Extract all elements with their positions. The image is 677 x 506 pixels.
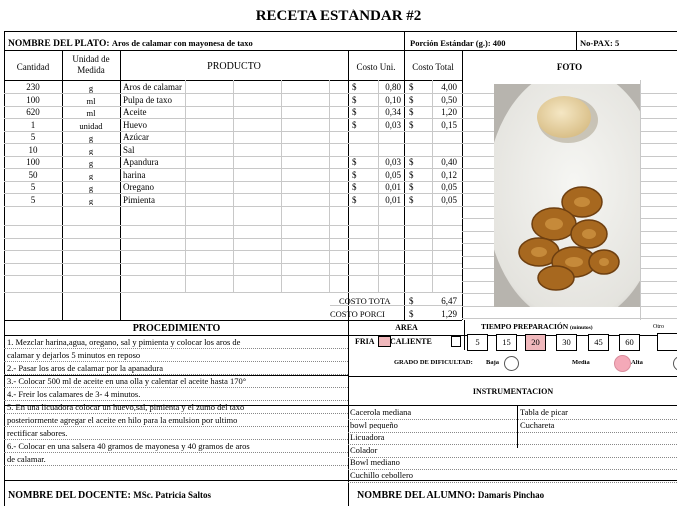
procedimiento-step-line: 6.- Colocar en una salsera 40 gramos de mayonesa y 40 gramos de aros: [7, 442, 250, 451]
grid-line: [517, 405, 518, 448]
table-row: [0, 83, 462, 95]
costo-total-currency: $: [409, 170, 414, 180]
cantidad-cell: 10: [28, 145, 38, 155]
costo-total-currency: $: [409, 95, 414, 105]
costo-total-currency: $: [409, 108, 414, 117]
costo-uni-cell: 0,01: [385, 195, 401, 205]
producto-cell: Pimienta: [123, 195, 155, 205]
unidad-cell: g: [88, 146, 94, 155]
unidad-cell: g: [88, 134, 94, 143]
tiempo-option-45[interactable]: 45: [588, 334, 609, 351]
grid-line: [4, 348, 348, 349]
costo-uni-currency: $: [352, 158, 357, 167]
costo-uni-currency: $: [352, 195, 357, 205]
table-row: [0, 108, 462, 120]
procedimiento-step-line: 4.- Freir los calamares de 3- 4 minutos.: [7, 390, 141, 399]
costo-total-currency: $: [409, 195, 414, 205]
costo-total-cell: 4,00: [441, 83, 457, 92]
cantidad-cell: 620: [26, 108, 40, 117]
procedimiento-step-line: 5. En una licuadora colocar un huevo,sal, pimienta y el zumo del taxo: [7, 403, 245, 412]
unidad-cell: g: [88, 171, 94, 180]
area-caliente-label: CALIENTE: [390, 338, 432, 346]
instrumento-item: Colador: [350, 445, 378, 454]
grid-line: [4, 400, 348, 401]
header-unidad: Unidad de Medida: [72, 54, 110, 76]
grid-line: [4, 480, 677, 481]
costo-porcion-label: COSTO PORCI: [330, 310, 385, 319]
grid-line: [576, 31, 577, 50]
grid-line: [4, 292, 462, 293]
producto-cell: Huevo: [123, 120, 147, 130]
cantidad-cell: 230: [26, 83, 40, 92]
header-foto: FOTO: [556, 63, 583, 72]
grid-line: [4, 50, 677, 51]
costo-total-currency: $: [409, 83, 414, 92]
costo-total-currency: $: [409, 297, 414, 306]
table-row: [0, 171, 462, 183]
unidad-cell: unidad: [79, 121, 103, 130]
grid-line: [4, 465, 348, 466]
costo-total-value: 6,47: [441, 297, 457, 306]
cantidad-cell: 1: [30, 120, 36, 130]
unidad-cell: ml: [86, 96, 96, 105]
costo-uni-currency: $: [352, 83, 357, 92]
producto-cell: harina: [123, 170, 146, 180]
costo-uni-currency: $: [352, 120, 357, 130]
costo-uni-currency: $: [352, 95, 357, 105]
costo-total-label: COSTO TOTA: [339, 297, 391, 306]
costo-total-currency: $: [409, 183, 414, 192]
dificultad-baja-radio[interactable]: [504, 356, 519, 371]
tiempo-option-60[interactable]: 60: [619, 334, 640, 351]
costo-total-cell: 0,05: [441, 183, 457, 192]
tiempo-option-15[interactable]: 15: [496, 334, 517, 351]
grid-line: [640, 80, 641, 320]
producto-cell: Aros de calamar: [123, 83, 182, 92]
instrumento-item: Tabla de picar: [520, 408, 569, 417]
instrumento-item: Cuchillo cebollero: [350, 470, 414, 479]
costo-uni-currency: $: [352, 183, 357, 192]
grid-line: [348, 320, 349, 506]
grid-line: [4, 387, 348, 388]
grid-line: [4, 320, 462, 321]
costo-uni-cell: 0,03: [385, 120, 401, 130]
costo-uni-cell: 0,01: [385, 183, 401, 192]
grid-line: [348, 405, 677, 406]
cantidad-cell: 5: [30, 183, 36, 192]
unidad-cell: g: [88, 184, 94, 193]
dificultad-extra-radio[interactable]: [673, 356, 677, 371]
grid-line: [462, 50, 463, 320]
instrumento-item: Licuadora: [350, 433, 385, 442]
page-title: RECETA ESTÁNDAR #2: [255, 9, 422, 24]
dish-photo: [494, 84, 640, 307]
costo-total-cell: 1,20: [441, 108, 457, 117]
unidad-cell: g: [88, 196, 94, 205]
producto-cell: Sal: [123, 145, 135, 155]
costo-total-cell: 0,40: [441, 158, 457, 167]
procedimiento-step-line: calamar y dejarlos 5 minutos en reposo: [7, 351, 141, 360]
grid-line: [4, 413, 348, 414]
no-pax: No-PAX: 5: [580, 39, 620, 48]
cantidad-cell: 50: [28, 170, 38, 180]
procedimiento-title: PROCEDIMIENTO: [132, 324, 221, 334]
table-row: [0, 96, 462, 108]
grid-line: [348, 376, 677, 377]
docente-name: NOMBRE DEL DOCENTE: MSc. Patricia Saltos: [8, 490, 212, 501]
header-producto: PRODUCTO: [207, 62, 261, 72]
tiempo-option-20[interactable]: 20: [525, 334, 546, 351]
header-costo-uni: Costo Uni.: [356, 63, 396, 72]
header-cantidad: Cantidad: [16, 63, 50, 72]
dificultad-media-label: Media: [572, 360, 590, 366]
grid-line: [4, 375, 348, 376]
tiempo-option-30[interactable]: 30: [556, 334, 577, 351]
dificultad-label: GRADO DE DIFICULTAD:: [394, 360, 473, 366]
costo-total-cell: 0,05: [441, 195, 457, 205]
instrumento-item: Cacerola mediana: [350, 408, 412, 417]
costo-uni-cell: 0,34: [385, 108, 401, 117]
dificultad-alta-label: Alta: [631, 360, 643, 366]
instrumento-item: Bowl mediano: [350, 458, 400, 467]
table-row: [0, 183, 462, 195]
alumno-name: NOMBRE DEL ALUMNO: Damaris Pinchao: [357, 490, 545, 501]
costo-total-currency: $: [409, 120, 414, 130]
table-row: [0, 146, 462, 158]
grid-line: [4, 361, 348, 362]
area-title: ÁREA: [395, 324, 418, 332]
costo-total-cell: 0,12: [441, 170, 457, 180]
costo-uni-currency: $: [352, 170, 357, 180]
cantidad-cell: 100: [26, 158, 40, 167]
producto-cell: Apandura: [123, 158, 159, 167]
header-costo-total: Costo Total: [412, 63, 454, 72]
procedimiento-step-line: 1. Mezclar harina,agua, oregano, sal y pimienta y colocar los aros de: [7, 338, 241, 347]
plato-name: NOMBRE DEL PLATO: Aros de calamar con mayonesa de taxo: [8, 38, 253, 49]
dificultad-baja-label: Baja: [486, 360, 499, 366]
tiempo-otro-input[interactable]: [657, 333, 677, 351]
costo-total-cell: 0,15: [441, 120, 457, 130]
tiempo-option-5[interactable]: 5: [467, 334, 488, 351]
instrumento-item: Cuchareta: [520, 420, 555, 429]
unidad-cell: g: [88, 84, 94, 93]
table-row: [0, 158, 462, 170]
costo-uni-cell: 0,05: [385, 170, 401, 180]
costo-uni-cell: 0,03: [385, 158, 401, 167]
costo-porcion-currency: $: [409, 310, 414, 319]
table-row: [0, 133, 462, 145]
grid-line: [348, 482, 677, 483]
table-row: [0, 121, 462, 133]
procedimiento-step-line: rectificar sabores.: [7, 429, 68, 438]
instrumentacion-title: INSTRUMENTACIÓN: [472, 388, 554, 396]
producto-cell: Aceite: [123, 108, 147, 117]
porcion-estandar: Porción Estándar (g.): 400: [410, 39, 506, 48]
producto-cell: Azúcar: [123, 133, 149, 142]
costo-porcion-value: 1,29: [441, 310, 457, 319]
costo-uni-cell: 0,80: [385, 83, 401, 92]
procedimiento-step-line: 2.- Pasar los aros de calamar por la apanadura: [7, 364, 164, 373]
grid-line: [462, 318, 677, 319]
tiempo-title: TIEMPO PREPARACIÓN (minutos): [481, 322, 593, 331]
grid-line: [4, 452, 348, 453]
costo-total-cell: 0,50: [441, 95, 457, 105]
area-caliente-checkbox[interactable]: [451, 336, 461, 347]
dificultad-alta-radio[interactable]: [614, 355, 631, 372]
tiempo-otro-label: Otro: [653, 324, 664, 330]
cantidad-cell: 5: [30, 195, 36, 205]
cantidad-cell: 5: [30, 133, 36, 142]
area-fria-label: FRÍA: [355, 338, 375, 346]
grid-line: [4, 439, 348, 440]
unidad-cell: g: [88, 159, 94, 168]
producto-cell: Oregano: [123, 183, 154, 192]
procedimiento-step-line: 3.- Colocar 500 ml de aceite en una olla y calentar el aceite hasta 170°: [7, 377, 247, 386]
grid-line: [4, 426, 348, 427]
producto-cell: Pulpa de taxo: [123, 95, 172, 105]
table-row: [0, 196, 462, 208]
grid-line: [464, 320, 465, 350]
unidad-cell: ml: [86, 109, 96, 118]
instrumento-item: bowl pequeño: [350, 420, 398, 429]
cantidad-cell: 100: [26, 95, 40, 105]
costo-uni-currency: $: [352, 108, 357, 117]
procedimiento-step-line: de calamar.: [7, 455, 46, 464]
costo-total-currency: $: [409, 158, 414, 167]
procedimiento-step-line: posteriormente agregar el aceite en hilo para la emulsion por ultimo: [7, 416, 238, 425]
costo-uni-cell: 0,10: [385, 95, 401, 105]
